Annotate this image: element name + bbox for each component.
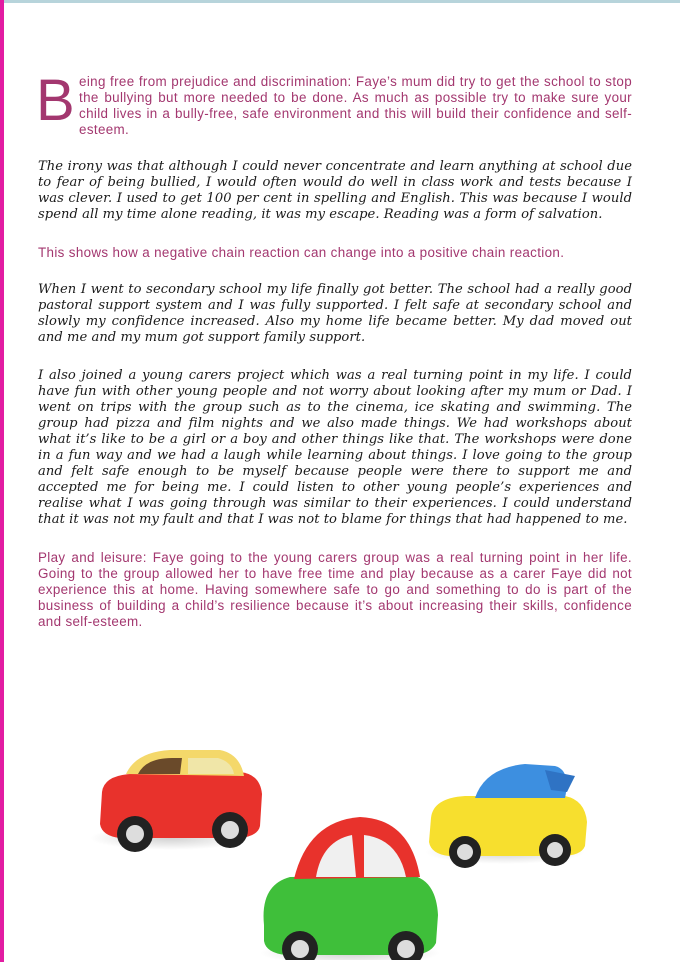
green-toy-car — [260, 817, 440, 960]
left-border — [0, 0, 4, 962]
page-content — [36, 68, 632, 630]
quote-paragraph-young-carers: I also joined a young carers project which was a real turning point in my life. I could have fun with other young people and not worry about looking after my mum or Dad. I went on trips with the group such as to the cinema, ice skating and swimming. The group had pizza and film nights and we also made things. We had workshops about what it’s like to be a girl or a boy and other things like that. The workshops were done in a fun way and we had a laugh while learning about things. I love going to the group and felt safe enough to be myself because people were there to support me and accepted me for being me. I could listen to other young people’s experiences and realise what I was going through was similar to their experiences. I could understand that it was not my fault and that I was not to blame for things that had happened to me. — [38, 368, 632, 527]
paragraph-play-intro — [36, 68, 632, 138]
commentary-play-leisure: Play and leisure: Faye going to the young carers group was a real turning point in her life. Going to the group allowed her to have free time and play because as a carer Faye did not experience this at home. Having somewhere safe to go and something to do is part of the business of building a child’s resilience because it’s about increasing their skills, confidence and self-esteem. — [38, 550, 632, 629]
drop-cap: B — [36, 68, 76, 133]
yellow-toy-car — [425, 764, 587, 868]
toy-cars-image — [90, 750, 600, 960]
commentary-chain-reaction: This shows how a negative chain reaction can change into a positive chain reaction. — [38, 245, 565, 260]
paragraph-1-text: eing free from prejudice and discrimination: Faye’s mum did try to get the school to stop the bullying but more needed to be done. As much as possible try to make sure your child lives in a bully-free, safe environment and this will build their confidence and self-esteem. — [79, 74, 632, 137]
quote-paragraph-irony: The irony was that although I could never concentrate and learn anything at school due to fear of being bullied, I would often would do well in class work and tests because I was clever. I used to get 100 per cent in spelling and English. This was because I would spend all my time alone reading, it was my escape. Reading was a form of salvation. — [38, 159, 632, 222]
top-border — [0, 0, 680, 3]
quote-paragraph-secondary-school: When I went to secondary school my life finally got better. The school had a really good pastoral support system and I was fully supported. I felt safe at secondary school and slowly my confidence increased. Also my home life became better. My dad moved out and me and my mum got support family support. — [38, 282, 632, 345]
red-toy-car — [90, 750, 262, 852]
